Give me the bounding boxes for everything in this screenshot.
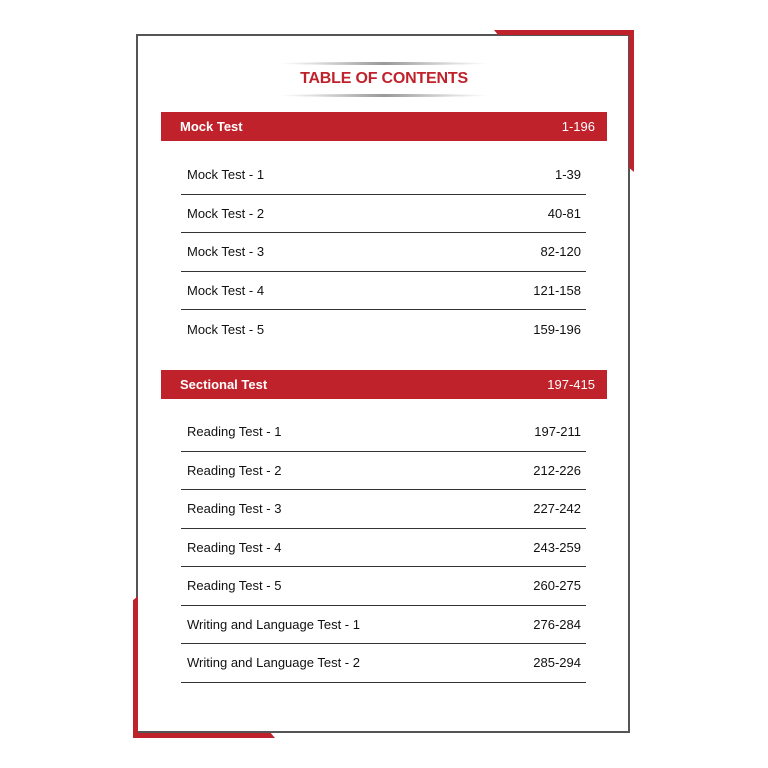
- title-divider-top: [280, 62, 488, 65]
- section-title: Mock Test: [180, 119, 243, 134]
- section-page-range: 197-415: [547, 377, 595, 392]
- toc-entry-pages: 82-120: [540, 244, 581, 260]
- toc-entry-label: Mock Test - 2: [187, 205, 265, 221]
- toc-row[interactable]: [181, 413, 586, 452]
- toc-row[interactable]: [181, 272, 586, 311]
- title-divider-bottom: [280, 94, 488, 97]
- toc-entry-label: Writing and Language Test - 1: [187, 616, 360, 632]
- section-header-sectional-test[interactable]: [161, 370, 607, 399]
- toc-entry-pages: 212-226: [533, 462, 581, 478]
- toc-entry-pages: 121-158: [533, 282, 581, 298]
- corner-accent-top-right-horizontal: [494, 30, 634, 35]
- toc-row[interactable]: [181, 195, 586, 234]
- toc-entry-label: Mock Test - 1: [187, 167, 265, 183]
- toc-entry-pages: 260-275: [533, 578, 581, 594]
- section-list-sectional-test: [181, 413, 586, 683]
- toc-row[interactable]: [181, 644, 586, 683]
- toc-row[interactable]: [181, 156, 586, 195]
- toc-row[interactable]: [181, 606, 586, 645]
- toc-entry-pages: 197-211: [534, 424, 581, 440]
- toc-entry-pages: 159-196: [533, 321, 581, 337]
- toc-row[interactable]: [181, 490, 586, 529]
- toc-row[interactable]: [181, 452, 586, 491]
- toc-entry-label: Reading Test - 3: [187, 501, 282, 517]
- toc-entry-label: Reading Test - 1: [187, 424, 282, 440]
- toc-entry-pages: 40-81: [547, 205, 581, 221]
- toc-entry-pages: 276-284: [533, 616, 581, 632]
- corner-accent-bottom-left-vertical: [133, 596, 138, 738]
- toc-entry-label: Mock Test - 5: [187, 321, 265, 337]
- toc-entry-pages: 227-242: [533, 501, 581, 517]
- toc-entry-pages: 1-39: [554, 167, 581, 183]
- toc-row[interactable]: [181, 310, 586, 349]
- toc-entry-label: Reading Test - 4: [187, 539, 282, 555]
- toc-row[interactable]: [181, 233, 586, 272]
- toc-entry-label: Mock Test - 3: [187, 244, 265, 260]
- toc-entry-label: Reading Test - 2: [187, 462, 282, 478]
- page-title: TABLE OF CONTENTS: [300, 70, 468, 87]
- section-page-range: 1-196: [561, 119, 595, 134]
- section-list-mock-test: [181, 156, 586, 349]
- section-title: Sectional Test: [180, 377, 268, 392]
- toc-entry-label: Reading Test - 5: [187, 578, 282, 594]
- toc-entry-pages: 243-259: [533, 539, 581, 555]
- section-header-mock-test[interactable]: [161, 112, 607, 141]
- corner-accent-bottom-left-horizontal: [133, 733, 275, 738]
- toc-row[interactable]: [181, 529, 586, 568]
- toc-entry-pages: 285-294: [533, 655, 581, 671]
- toc-row[interactable]: [181, 567, 586, 606]
- title-block: [280, 62, 488, 98]
- toc-entry-label: Mock Test - 4: [187, 282, 265, 298]
- toc-entry-label: Writing and Language Test - 2: [187, 655, 360, 671]
- corner-accent-top-right-vertical: [629, 30, 634, 172]
